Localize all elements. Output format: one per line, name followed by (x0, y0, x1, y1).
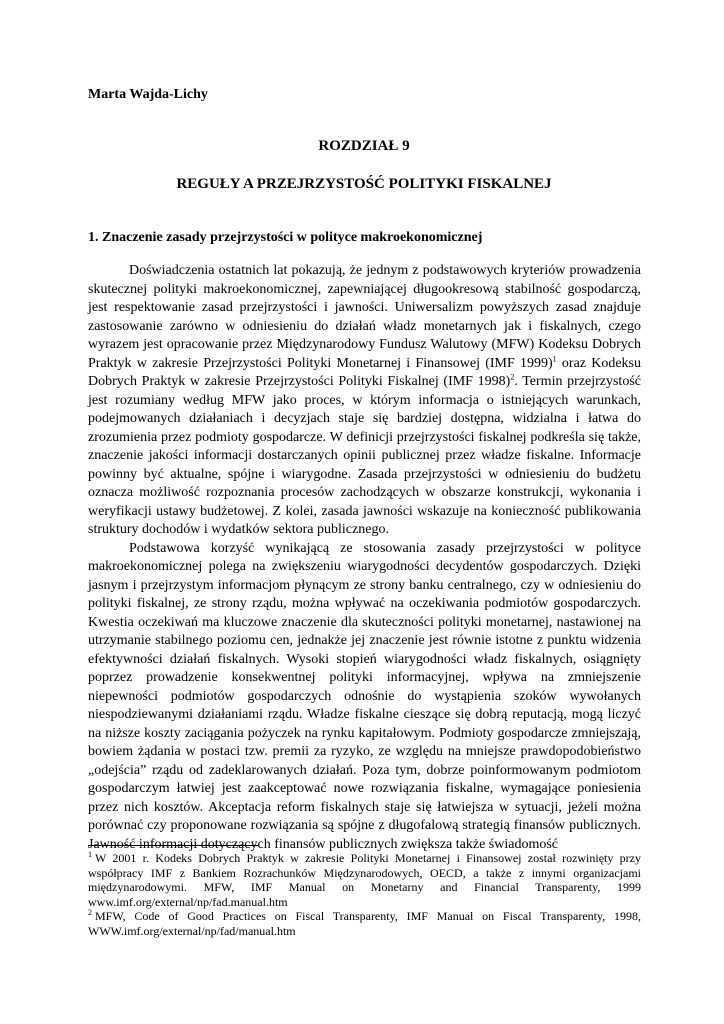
footnote-1 (88, 851, 641, 909)
footnote-2-text: MFW, Code of Good Practices on Fiscal Transparenty, IMF Manual on Fiscal Transparenty, 1998, WWW.imf.org/external/np/fad/manual.htm (88, 909, 641, 938)
footnotes (88, 851, 641, 938)
footnote-2-number: 2 (88, 908, 92, 917)
paragraph-1-text-b: oraz Kodeksu Dobrych Praktyk w zakresie Przejrzystości Polityki Fiskalnej (IMF 1998) (88, 355, 641, 389)
chapter-heading: ROZDZIAŁ 9 (318, 138, 410, 154)
footnote-ref-2: 2 (510, 372, 515, 382)
footnote-ref-1: 1 (552, 353, 557, 363)
paragraph-1-text-c: . Termin przejrzystość jest rozumiany według MFW jako proces, w którym informacja o istniejących warunkach, podejmowanych działaniach i decyzjach staje się bardziej dostępna, widzialna i łatwa do zrozumienia przez podmioty gospodarcze. W definicji przejrzystości fiskalnej podkreśla się także, znaczenie jakości informacji dostarczanych opinii publicznej przez władze fiskalne. Informacje powinny być aktualne, spójne i wiarygodne. Zasada przejrzystości w odniesieniu do budżetu oznacza możliwość rozpoznania procesów zachodzących w obszarze konstrukcji, wykonania i weryfikacji ustawy budżetowej. Z kolei, zasada jawności wskazuje na konieczność publikowania struktury dochodów i wydatków sektora publicznego. (88, 374, 641, 537)
footnote-separator (88, 845, 258, 846)
chapter-title: REGUŁY A PRZEJRZYSTOŚĆ POLITYKI FISKALNEJ (176, 176, 552, 192)
paragraph-1-text-a: Doświadczenia ostatnich lat pokazują, że jednym z podstawowych kryteriów prowadzenia skutecznej polityki makroekonomicznej, zapewniającej długookresową stabilność gospodarczą, jest respektowanie zasad przejrzystości i jawności. Uniwersalizm powyższych zasad znajduje zastosowanie zarówno w odniesieniu do działań władz monetarnych jak i fiskalnych, czego wyrazem jest opracowanie przez Międzynarodowy Fundusz Walutowy (MFW) Kodeksu Dobrych Praktyk w zakresie Przejrzystości Polityki Monetarnej i Finansowej (IMF 1999) (88, 263, 641, 371)
body-text (88, 262, 641, 854)
author-name: Marta Wajda-Lichy (88, 87, 208, 102)
paragraph-1 (88, 262, 641, 540)
section-heading: 1. Znaczenie zasady przejrzystości w polityce makroekonomicznej (88, 230, 483, 245)
paragraph-2: Podstawowa korzyść wynikającą ze stosowania zasady przejrzystości w polityce makroekonomicznej polega na zwiększeniu wiarygodności decydentów gospodarczych. Dzięki jasnym i przejrzystym informacjom płynącym ze strony banku centralnego, czy w odniesieniu do polityki fiskalnej, ze strony rządu, można wpływać na oczekiwania podmiotów gospodarczych. Kwestia oczekiwań ma kluczowe znaczenie dla skuteczności polityki monetarnej, nastawionej na utrzymanie stabilnego poziomu cen, jednakże jej znaczenie jest równie istotne z punktu widzenia efektywności działań fiskalnych. Wysoki stopień wiarygodności władz fiskalnych, osiągnięty poprzez prowadzenie konsekwentnej polityki informacyjnej, wpływa na zmniejszenie niepewności podmiotów gospodarczych odnośnie do wystąpienia szoków wywołanych niespodziewanymi działaniami rządu. Władze fiskalne cieszące się dobrą reputacją, mogą liczyć na niższe koszty zaciągania pożyczek na rynku kapitałowym. Podmioty gospodarcze zmniejszają, bowiem żądania w postaci tzw. premii za ryzyko, ze względu na mniejsze prawdopodobieństwo „odejścia” rządu od zadeklarowanych działań. Poza tym, dobrze poinformowanym podmiotom gospodarczym łatwiej jest zaakceptować nowe rozwiązania fiskalne, wymagające poniesienia przez nich kosztów. Akceptacja reform fiskalnych staje się łatwiejsza w sytuacji, jeżeli można porównać czy proponowane rozwiązania są spójne z długofalową strategią finansów publicznych. Jawność informacji dotyczących finansów publicznych zwiększa także świadomość (88, 540, 641, 852)
footnote-1-number: 1 (88, 850, 92, 859)
footnote-2 (88, 909, 641, 938)
footnote-1-text: W 2001 r. Kodeks Dobrych Praktyk w zakresie Polityki Monetarnej i Finansowej został rozwinięty przy współpracy IMF z Bankiem Rozrachunków Międzynarodowych, OECD, a także z innymi organizacjami międzynarodowymi. MFW, IMF Manual on Monetarny and Financial Transparenty, 1999 www.imf.org/external/np/fad.manual.htm (88, 851, 641, 909)
